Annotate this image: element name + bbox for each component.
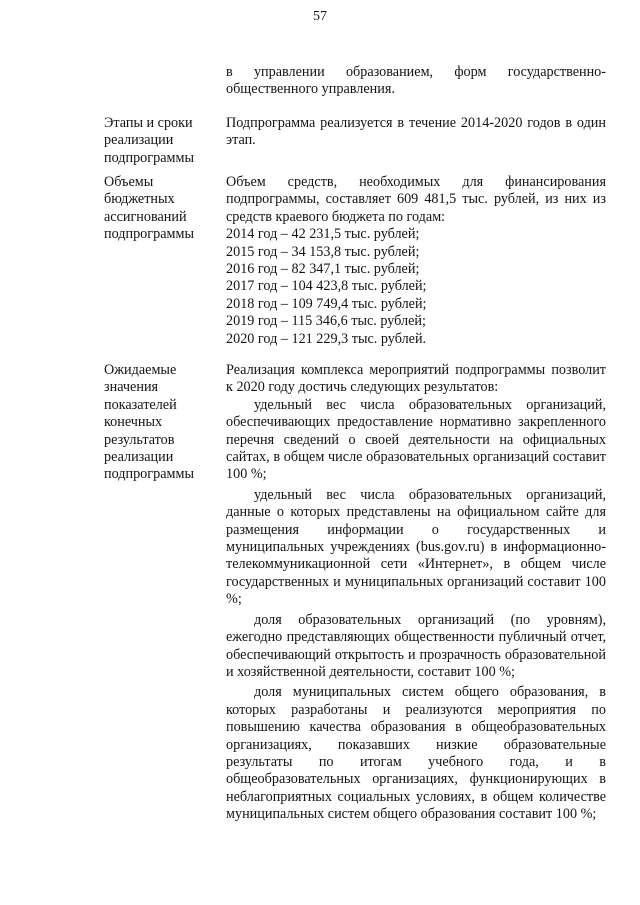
budget-year-item: 2014 год – 42 231,5 тыс. рублей; xyxy=(226,226,420,243)
budget-year-item: 2019 год – 115 346,6 тыс. рублей; xyxy=(226,313,426,330)
page-number: 57 xyxy=(313,9,327,24)
budget-year-item: 2018 год – 109 749,4 тыс. рублей; xyxy=(226,295,427,312)
result-paragraph: доля образовательных организаций (по уровням), ежегодно представляющих общественности публичный отчет, обеспечивающий открытость и прозрачность образовательной и хозяйственной деятельности, составит 100 %; xyxy=(226,611,606,680)
section-label: Ожидаемые значения показателей конечных результатов реализации подпрограммы xyxy=(104,362,194,483)
budget-year-item: 2015 год – 34 153,8 тыс. рублей; xyxy=(226,243,420,260)
paragraph: в управлении образованием, форм государственно-общественного управления. xyxy=(226,64,606,98)
result-paragraph: удельный вес числа образовательных организаций, обеспечивающих предоставление нормативно закрепленного перечня сведений о своей деятельности на официальных сайтах, в общем числе образовательных организаций составит 100 %; xyxy=(226,396,606,483)
budget-year-item: 2017 год – 104 423,8 тыс. рублей; xyxy=(226,278,427,295)
section-label: Этапы и сроки реализации подпрограммы xyxy=(104,115,194,166)
section-content xyxy=(226,64,606,99)
budget-year-item: 2016 год – 82 347,1 тыс. рублей; xyxy=(226,261,420,278)
section-content xyxy=(226,115,606,150)
result-paragraph: удельный вес числа образовательных организаций, данные о которых представлены на официальном сайте для размещения информации о государственных и муниципальных учреждениях (bus.gov.ru) в информационно-телекоммуникационной сети «Интернет», в общем числе государственных и муниципальных организаций составит 100 %; xyxy=(226,486,606,608)
results-intro: Реализация комплекса мероприятий подпрограммы позволит к 2020 году достичь следующих результатов: xyxy=(226,362,606,396)
budget-intro: Объем средств, необходимых для финансирования подпрограммы, составляет 609 481,5 тыс. рублей, из них из средств краевого бюджета по годам: xyxy=(226,174,606,225)
budget-years-list xyxy=(226,226,606,348)
section-label: Объемы бюджетных ассигнований подпрограммы xyxy=(104,174,194,243)
result-paragraph: доля муниципальных систем общего образования, в которых разработаны и реализуются мероприятия по повышению качества образования в общеобразовательных организациях, показавших низкие образовательные результаты по итогам учебного года, и в общеобразовательных организациях, функционирующих в неблагоприятных социальных условиях, в общем количестве муниципальных систем общего образования составит 100 %; xyxy=(226,684,606,823)
budget-year-item: 2020 год – 121 229,3 тыс. рублей. xyxy=(226,330,427,347)
paragraph: Подпрограмма реализуется в течение 2014-2020 годов в один этап. xyxy=(226,115,606,149)
section-content xyxy=(226,362,606,824)
section-content xyxy=(226,174,606,348)
